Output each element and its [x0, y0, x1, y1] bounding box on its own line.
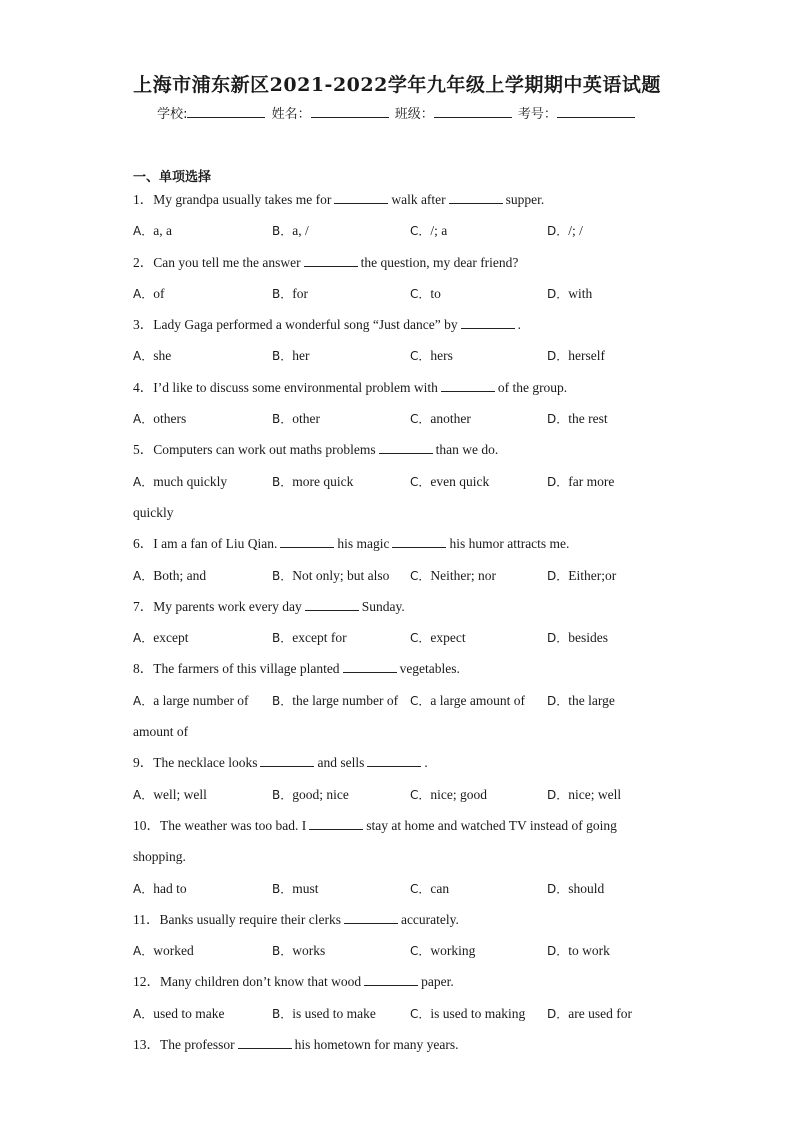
- question-text: .: [517, 317, 522, 333]
- option-a[interactable]: [133, 782, 207, 808]
- question-text: 5．Computers can work out maths problems: [133, 442, 376, 458]
- question-text: 11．Banks usually require their clerks: [133, 911, 341, 927]
- answer-blank[interactable]: [304, 254, 358, 267]
- option-letter: B．: [272, 631, 293, 646]
- option-text: Not only; but also: [292, 567, 390, 583]
- option-a[interactable]: [133, 876, 187, 902]
- option-c[interactable]: [410, 625, 466, 651]
- question-stem: [133, 531, 663, 562]
- options-row: [133, 1001, 663, 1032]
- option-text: a, /: [292, 223, 309, 239]
- option-text: to: [430, 285, 441, 301]
- option-letter: C．: [410, 693, 431, 708]
- option-a[interactable]: [133, 218, 172, 244]
- option-d[interactable]: [547, 938, 610, 964]
- option-c[interactable]: [410, 563, 496, 589]
- options-row: [133, 688, 663, 719]
- option-d[interactable]: [547, 406, 608, 432]
- option-letter: A．: [133, 286, 154, 301]
- option-a[interactable]: [133, 343, 171, 369]
- question-text: 7．My parents work every day: [133, 598, 302, 614]
- option-text: /; a: [430, 223, 448, 239]
- option-text: another: [430, 411, 471, 427]
- option-letter: C．: [410, 474, 431, 489]
- option-letter: D．: [547, 568, 569, 583]
- option-letter: C．: [410, 1006, 431, 1021]
- options-row: [133, 625, 663, 656]
- question-continuation: quickly: [133, 504, 174, 520]
- question-text: 2．Can you tell me the answer: [133, 254, 301, 270]
- answer-blank[interactable]: [238, 1036, 292, 1049]
- option-letter: A．: [133, 693, 154, 708]
- option-letter: D．: [547, 881, 569, 896]
- student-info-line: [0, 103, 794, 122]
- option-d[interactable]: [547, 876, 604, 902]
- option-d[interactable]: [547, 1001, 632, 1027]
- option-letter: A．: [133, 349, 154, 364]
- option-letter: D．: [547, 693, 569, 708]
- options-row: [133, 876, 663, 907]
- question-text: walk after: [391, 192, 446, 207]
- question-text: stay at home and watched TV instead of going: [366, 817, 617, 833]
- options-row: [133, 938, 663, 969]
- option-letter: A．: [133, 412, 154, 427]
- option-text: more quick: [292, 473, 354, 489]
- option-letter: C．: [410, 631, 431, 646]
- option-b[interactable]: [272, 688, 398, 714]
- question-text: 1．My grandpa usually takes me for: [133, 192, 332, 207]
- option-a[interactable]: [133, 688, 249, 714]
- option-letter: D．: [547, 474, 569, 489]
- option-text: besides: [568, 630, 608, 646]
- option-b[interactable]: [272, 876, 319, 902]
- option-c[interactable]: [410, 406, 471, 432]
- answer-blank[interactable]: [260, 754, 314, 767]
- answer-blank[interactable]: [343, 660, 397, 673]
- option-letter: C．: [410, 568, 431, 583]
- option-b[interactable]: [272, 1001, 376, 1027]
- options-row: [133, 782, 663, 813]
- question-text: the question, my dear friend?: [360, 254, 519, 270]
- option-text: for: [292, 285, 308, 301]
- option-d[interactable]: [547, 782, 621, 808]
- option-text: except: [153, 630, 189, 646]
- option-letter: A．: [133, 568, 154, 583]
- option-text: of: [153, 285, 165, 301]
- option-text: Neither; nor: [430, 567, 496, 583]
- option-letter: B．: [272, 693, 293, 708]
- option-letter: A．: [133, 631, 154, 646]
- option-b[interactable]: [272, 469, 353, 495]
- option-letter: B．: [272, 787, 293, 802]
- option-letter: A．: [133, 881, 154, 896]
- option-text: expect: [430, 630, 466, 646]
- option-d[interactable]: [547, 688, 615, 714]
- option-letter: C．: [410, 349, 431, 364]
- option-text: to work: [568, 943, 610, 959]
- option-d[interactable]: [547, 218, 583, 244]
- question-text: paper.: [421, 974, 454, 990]
- option-text: Either;or: [568, 567, 617, 583]
- option-c[interactable]: [410, 876, 449, 902]
- option-letter: D．: [547, 631, 569, 646]
- option-text: a large amount of: [430, 692, 525, 708]
- question-text: of the group.: [497, 379, 568, 395]
- option-letter: C．: [410, 944, 431, 959]
- options-row: [133, 343, 663, 374]
- question-text: 12．Many children don’t know that wood: [133, 974, 362, 990]
- option-text: the rest: [568, 411, 608, 427]
- option-text: the large: [568, 692, 615, 708]
- question-stem: [133, 312, 663, 343]
- question-text: accurately.: [400, 911, 459, 927]
- option-text: far more: [568, 473, 615, 489]
- class-label: 班级：: [394, 107, 434, 122]
- option-text: used to make: [153, 1005, 225, 1021]
- option-letter: B．: [272, 412, 293, 427]
- option-text: except for: [292, 630, 347, 646]
- option-letter: C．: [410, 787, 431, 802]
- question-stem: [133, 813, 663, 844]
- option-c[interactable]: [410, 218, 447, 244]
- option-b[interactable]: [272, 281, 308, 307]
- option-c[interactable]: [410, 1001, 525, 1027]
- question-stem: [133, 594, 663, 625]
- question-stem: [133, 187, 663, 218]
- option-c[interactable]: [410, 343, 453, 369]
- option-text: must: [292, 880, 319, 896]
- option-text: her: [292, 348, 310, 364]
- question-continuation: amount of: [133, 724, 189, 740]
- answer-blank[interactable]: [449, 191, 503, 204]
- answer-blank[interactable]: [364, 973, 418, 986]
- option-b[interactable]: [272, 563, 389, 589]
- option-text: well; well: [153, 786, 207, 802]
- question-stem: [133, 1032, 663, 1063]
- option-letter: B．: [272, 286, 293, 301]
- options-row: [133, 218, 663, 249]
- option-text: should: [568, 880, 605, 896]
- question-text: vegetables.: [399, 661, 460, 677]
- number-blank[interactable]: [557, 105, 635, 118]
- question-text: 9．The necklace looks: [133, 755, 258, 771]
- answer-blank[interactable]: [379, 441, 433, 454]
- question-stem: [133, 375, 663, 406]
- option-letter: A．: [133, 787, 154, 802]
- question-stem: [133, 750, 663, 781]
- school-blank[interactable]: [187, 105, 265, 118]
- option-d[interactable]: [547, 281, 592, 307]
- option-text: other: [292, 411, 320, 427]
- option-text: even quick: [430, 473, 490, 489]
- question-continuation: shopping.: [133, 849, 186, 865]
- question-text: Sunday.: [361, 598, 405, 614]
- question-text: 6．I am a fan of Liu Qian.: [133, 536, 278, 552]
- option-d[interactable]: [547, 469, 614, 495]
- question-text: his hometown for many years.: [294, 1037, 459, 1053]
- option-letter: B．: [272, 349, 293, 364]
- option-letter: C．: [410, 881, 431, 896]
- options-row: [133, 406, 663, 437]
- option-b[interactable]: [272, 218, 309, 244]
- option-text: are used for: [568, 1005, 632, 1021]
- question-text: 8．The farmers of this village planted: [133, 661, 340, 677]
- option-text: good; nice: [292, 786, 349, 802]
- options-row: [133, 281, 663, 312]
- option-b[interactable]: [272, 625, 347, 651]
- question-stem: [133, 437, 663, 468]
- option-letter: C．: [410, 286, 431, 301]
- name-label: 姓名：: [271, 107, 311, 122]
- answer-blank[interactable]: [280, 535, 334, 548]
- option-b[interactable]: [272, 938, 325, 964]
- option-c[interactable]: [410, 688, 525, 714]
- question-stem: [133, 656, 663, 687]
- answer-blank[interactable]: [367, 754, 421, 767]
- option-letter: B．: [272, 568, 293, 583]
- option-letter: D．: [547, 349, 569, 364]
- option-a[interactable]: [133, 469, 227, 495]
- name-blank[interactable]: [311, 105, 389, 118]
- option-text: hers: [430, 348, 453, 364]
- question-list: [133, 187, 663, 1063]
- school-label: 学校:: [157, 107, 188, 122]
- option-d[interactable]: [547, 563, 616, 589]
- question-text: .: [424, 755, 428, 771]
- answer-blank[interactable]: [305, 598, 359, 611]
- option-text: can: [430, 880, 450, 896]
- option-letter: B．: [272, 881, 293, 896]
- question-text: and sells: [317, 755, 365, 771]
- options-row: [133, 563, 663, 594]
- question-stem: [133, 250, 663, 281]
- question-text: 4．I’d like to discuss some environmental problem with: [133, 379, 438, 395]
- option-letter: B．: [272, 944, 293, 959]
- answer-blank[interactable]: [461, 316, 515, 329]
- option-text: the large number of: [292, 692, 399, 708]
- option-c[interactable]: [410, 469, 489, 495]
- option-letter: D．: [547, 224, 569, 239]
- options-row: [133, 469, 663, 500]
- option-a[interactable]: [133, 938, 194, 964]
- option-c[interactable]: [410, 938, 475, 964]
- option-a[interactable]: [133, 281, 164, 307]
- option-text: nice; good: [430, 786, 488, 802]
- question-text: 13．The professor: [133, 1037, 235, 1053]
- question-text: supper.: [505, 192, 545, 207]
- option-text: much quickly: [153, 473, 228, 489]
- option-letter: A．: [133, 1006, 154, 1021]
- option-text: with: [568, 285, 593, 301]
- class-blank[interactable]: [434, 105, 512, 118]
- option-a[interactable]: [133, 1001, 224, 1027]
- section-title: 一、单项选择: [133, 170, 212, 185]
- answer-blank[interactable]: [334, 191, 388, 204]
- option-letter: D．: [547, 944, 569, 959]
- option-letter: B．: [272, 224, 293, 239]
- number-label: 考号：: [517, 107, 557, 122]
- option-b[interactable]: [272, 406, 320, 432]
- option-letter: D．: [547, 286, 569, 301]
- option-text: a large number of: [153, 692, 249, 708]
- option-letter: B．: [272, 1006, 293, 1021]
- option-text: worked: [153, 943, 194, 959]
- option-text: she: [153, 348, 172, 364]
- option-text: working: [430, 943, 476, 959]
- page-title: 上海市浦东新区2021-2022学年九年级上学期期中英语试题: [133, 74, 661, 96]
- option-letter: D．: [547, 787, 569, 802]
- option-text: is used to make: [292, 1005, 376, 1021]
- option-text: /; /: [568, 223, 583, 239]
- option-text: had to: [153, 880, 187, 896]
- answer-blank[interactable]: [441, 379, 495, 392]
- question-text: his humor attracts me.: [449, 536, 570, 552]
- option-letter: A．: [133, 224, 154, 239]
- question-text: than we do.: [435, 442, 499, 458]
- question-stem: [133, 969, 663, 1000]
- option-letter: A．: [133, 474, 154, 489]
- option-c[interactable]: [410, 782, 487, 808]
- option-letter: B．: [272, 474, 293, 489]
- option-letter: C．: [410, 224, 431, 239]
- question-text: 10．The weather was too bad. I: [133, 817, 307, 833]
- answer-blank[interactable]: [309, 817, 363, 830]
- option-text: a, a: [153, 223, 172, 239]
- question-text: 3．Lady Gaga performed a wonderful song “Just dance” by: [133, 317, 458, 333]
- option-d[interactable]: [547, 625, 608, 651]
- option-letter: C．: [410, 412, 431, 427]
- option-text: Both; and: [153, 567, 207, 583]
- answer-blank[interactable]: [392, 535, 446, 548]
- option-a[interactable]: [133, 406, 186, 432]
- option-text: is used to making: [430, 1005, 526, 1021]
- option-letter: D．: [547, 412, 569, 427]
- option-b[interactable]: [272, 343, 309, 369]
- option-b[interactable]: [272, 782, 349, 808]
- option-text: herself: [568, 348, 605, 364]
- answer-blank[interactable]: [344, 911, 398, 924]
- option-letter: A．: [133, 944, 154, 959]
- option-c[interactable]: [410, 281, 441, 307]
- option-d[interactable]: [547, 343, 605, 369]
- option-letter: D．: [547, 1006, 569, 1021]
- option-text: works: [292, 943, 326, 959]
- option-a[interactable]: [133, 563, 206, 589]
- question-stem: [133, 907, 663, 938]
- question-text: his magic: [337, 536, 390, 552]
- option-a[interactable]: [133, 625, 188, 651]
- option-text: nice; well: [568, 786, 622, 802]
- option-text: others: [153, 411, 187, 427]
